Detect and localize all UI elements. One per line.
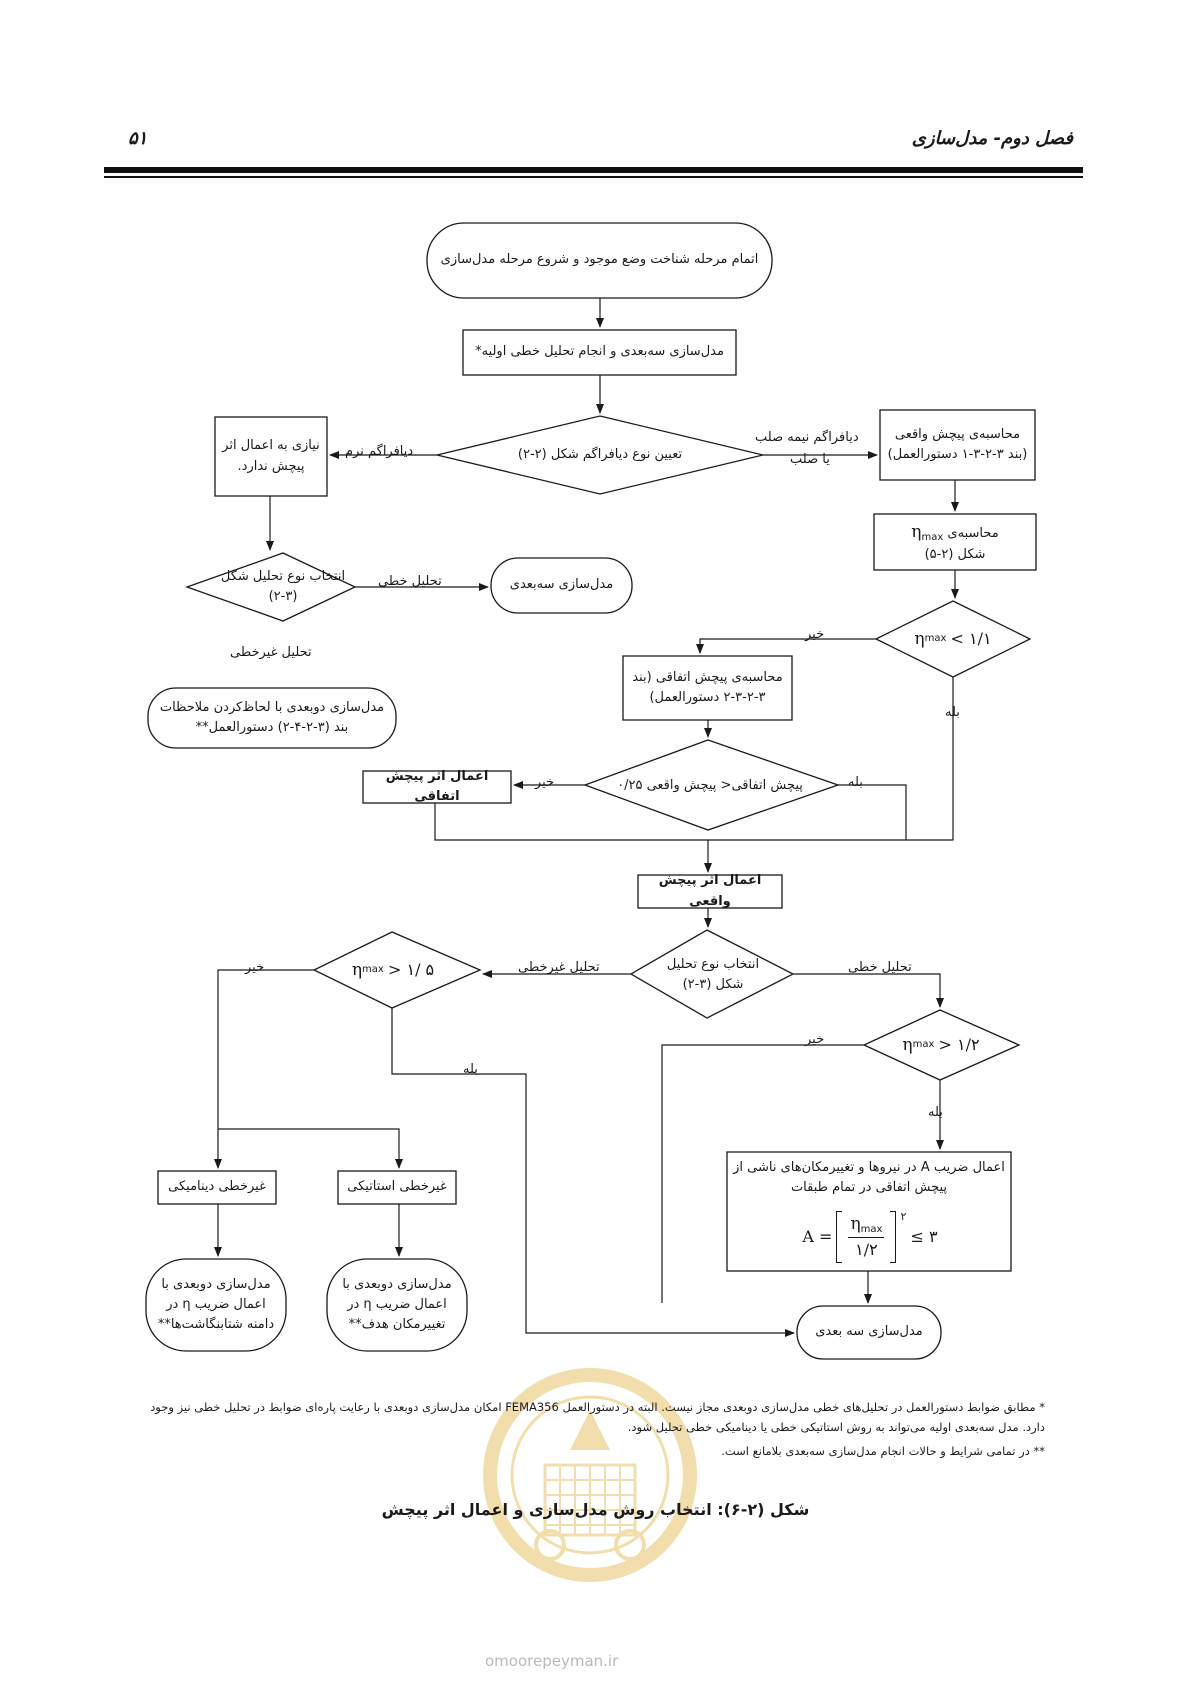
watermark-text: omoorepeyman.ir bbox=[485, 1652, 619, 1670]
nonlinear-static-box: غیرخطی استاتیکی bbox=[347, 1179, 447, 1195]
page-number: ۵۱ bbox=[128, 128, 148, 149]
no-torsion-needed-box: نیازی به اعمال اثر پیچش ندارد. bbox=[222, 438, 320, 474]
edge-label-nonlinear-left: تحلیل غیرخطی bbox=[230, 645, 312, 660]
analysis-type-decision-left: انتخاب نوع تحلیل شکل (۳-۲) bbox=[220, 568, 346, 604]
edge-label-linear-left: تحلیل خطی bbox=[378, 574, 442, 589]
eta-condition-3: η max > ۱/۲ bbox=[902, 1034, 980, 1055]
apply-accidental-torsion-box: اعمال اثر پیچش اتفاقی bbox=[385, 768, 489, 804]
footnotes bbox=[140, 1397, 1045, 1465]
chapter-title: فصل دوم- مدل‌سازی bbox=[911, 128, 1073, 149]
actual-torsion-calc-box: محاسبه‌ی پیچش واقعی (بند ۳-۲-۳-۱ دستورالعمل) bbox=[887, 426, 1028, 462]
edge-label-yes-2: بله bbox=[848, 775, 863, 790]
2d-model-dynamic-terminal: مدل‌سازی دوبعدی با اعمال ضریب η در دامنه شتابنگاشت‌ها** bbox=[157, 1276, 275, 1333]
edge-label-rigid-diaphragm-1: دیافراگم نیمه صلب bbox=[755, 430, 859, 445]
edge-label-nonlinear-center: تحلیل غیرخطی bbox=[518, 960, 600, 975]
2d-model-terminal-left: مدل‌سازی دوبعدی با لحاظ‌کردن ملاحظات بند (۳-۲-۴-۲) دستورالعمل** bbox=[159, 699, 385, 735]
eta-symbol: η bbox=[911, 521, 922, 542]
edge-label-no-1: خیر bbox=[805, 627, 825, 642]
nonlinear-dynamic-box: غیرخطی دینامیکی bbox=[168, 1179, 266, 1195]
edge-label-rigid-diaphragm-2: یا صلب bbox=[790, 452, 830, 467]
apply-actual-torsion-box: اعمال اثر پیچش واقعی bbox=[658, 873, 762, 909]
diaphragm-type-decision: تعیین نوع دیافراگم شکل (۲-۲) bbox=[517, 446, 683, 462]
edge-label-no-3: خیر bbox=[245, 960, 265, 975]
edge-label-soft-diaphragm: دیافراگم نرم bbox=[345, 444, 414, 459]
footnote-1: * مطابق ضوابط دستورالعمل در تحلیل‌های خطی مدل‌سازی دوبعدی مجاز نیست. البته در دستورالعمل FEMA356 امکان مدل‌سازی دوبعدی با رعایت پاره‌ای ضوابط در تحلیل خطی نیز وجود دارد. مدل سه‌بعدی اولیه می‌تواند به روش استاتیکی خطی یا دینامیکی خطی تحلیل شود. bbox=[150, 1400, 1045, 1435]
3d-model-terminal-left: مدل‌سازی سه‌بعدی bbox=[509, 577, 614, 593]
analysis-type-decision-center: انتخاب نوع تحلیل شکل (۳-۲) bbox=[666, 956, 760, 992]
figure-caption: شکل (۲-۶): انتخاب روش مدل‌سازی و اعمال اثر پیچش bbox=[381, 1500, 810, 1519]
2d-model-static-terminal: مدل‌سازی دوبعدی با اعمال ضریب η در تغییرمکان هدف** bbox=[342, 1276, 452, 1333]
accidental-vs-actual-decision: پیچش اتفاقی< پیچش واقعی ۰/۲۵ bbox=[617, 777, 803, 793]
edge-label-linear-center: تحلیل خطی bbox=[848, 960, 912, 975]
edge-label-yes-3: بله bbox=[463, 1062, 478, 1077]
eta-condition-1: η max < ۱/۱ bbox=[914, 628, 992, 649]
amplification-formula: A = $\eta_{max}$ ۱/۲ $^۲$ ≤ ۳ bbox=[760, 1206, 980, 1268]
edge-label-yes-1: بله bbox=[945, 705, 960, 720]
edge-label-no-2: خیر bbox=[535, 775, 555, 790]
edge-label-no-4: خیر bbox=[805, 1032, 825, 1047]
start-terminal: اتمام مرحله شناخت وضع موجود و شروع مرحله مدل‌سازی bbox=[440, 252, 759, 268]
initial-3d-model-box: مدل‌سازی سه‌بعدی و انجام تحلیل خطی اولیه* bbox=[475, 344, 724, 360]
eta-condition-2: η max > ۱/ ۵ bbox=[351, 959, 435, 980]
eta-max-calc-box: محاسبه‌ی $\eta_{max}$ شکل (۲-۵) bbox=[911, 521, 999, 563]
footnote-2: ** در تمامی شرایط و حالات انجام مدل‌سازی سه‌بعدی بلامانع است. bbox=[721, 1444, 1045, 1459]
edge-label-yes-4: بله bbox=[928, 1105, 943, 1120]
accidental-torsion-calc-box: محاسبه‌ی پیچش اتفاقی (بند ۳-۲-۳-۲ دستورالعمل) bbox=[632, 669, 783, 705]
amplification-factor-text: اعمال ضریب A در نیروها و تغییرمکان‌های ناشی از پیچش اتفاقی در تمام طبقات bbox=[733, 1159, 1005, 1195]
3d-model-terminal-final: مدل‌سازی سه بعدی bbox=[815, 1324, 923, 1340]
